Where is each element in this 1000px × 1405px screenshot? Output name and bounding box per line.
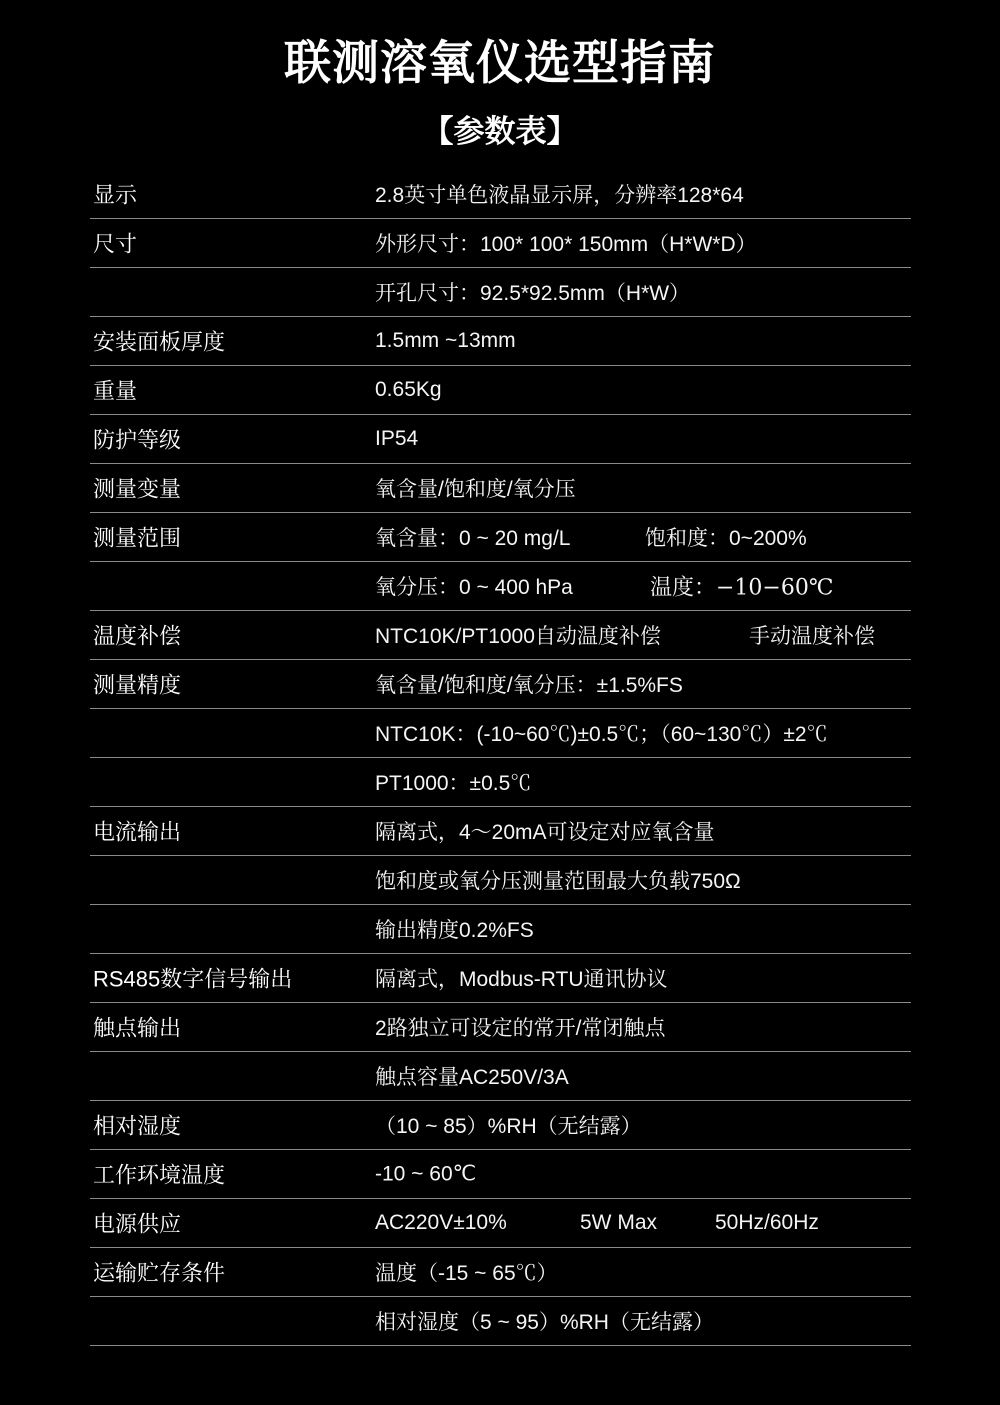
row-value: 50Hz/60Hz: [715, 1211, 819, 1234]
row-value: 输出精度0.2%FS: [375, 919, 534, 942]
table-row: [90, 1297, 911, 1346]
row-label: 触点输出: [93, 1015, 182, 1041]
row-label: 测量变量: [93, 476, 182, 502]
table-row: [90, 660, 911, 709]
row-label: RS485数字信号输出: [93, 966, 293, 992]
row-value: 2路独立可设定的常开/常闭触点: [375, 1017, 666, 1040]
row-label: 重量: [93, 378, 138, 404]
row-label: 测量范围: [93, 525, 182, 551]
table-row: [90, 317, 911, 366]
row-value: 触点容量AC250V/3A: [375, 1066, 569, 1089]
page-title: 联测溶氧仪选型指南: [284, 36, 716, 89]
row-value: 相对湿度（5 ~ 95）%RH（无结露）: [375, 1311, 714, 1334]
row-value: 5W Max: [580, 1211, 658, 1234]
row-value: 氧含量/饱和度/氧分压：±1.5%FS: [375, 674, 683, 697]
row-label: 测量精度: [93, 672, 182, 698]
row-value: 1.5mm ~13mm: [375, 329, 516, 352]
table-row: [90, 1150, 911, 1199]
row-value: 饱和度或氧分压测量范围最大负载750Ω: [375, 870, 741, 893]
table-row: [90, 1199, 911, 1248]
table-row: [90, 954, 911, 1003]
table-row: [90, 562, 911, 611]
table-row: [90, 709, 911, 758]
table-row: [90, 415, 911, 464]
row-label: 防护等级: [93, 427, 182, 453]
table-row: [90, 1248, 911, 1297]
row-label: 电流输出: [93, 819, 182, 845]
table-row: [90, 1052, 911, 1101]
table-row: [90, 1003, 911, 1052]
row-value: -10 ~ 60℃: [375, 1162, 477, 1186]
row-value: 外形尺寸：100* 100* 150mm（H*W*D）: [375, 233, 757, 256]
row-value: 0.65Kg: [375, 378, 442, 401]
row-value: AC220V±10%: [375, 1211, 507, 1234]
row-value: NTC10K：(-10~60℃)±0.5℃；（60~130℃）±2℃: [375, 723, 828, 746]
table-row: [90, 905, 911, 954]
table-row: [90, 856, 911, 905]
table-row: [90, 268, 911, 317]
page-subtitle: 【参数表】: [422, 114, 578, 149]
row-label: 工作环境温度: [93, 1162, 226, 1188]
row-value: 隔离式，4～20mA可设定对应氧含量: [375, 821, 715, 844]
row-value: IP54: [375, 427, 419, 450]
row-label: 电源供应: [93, 1211, 182, 1237]
table-row: [90, 513, 911, 562]
row-value: 氧含量：0 ~ 20 mg/L: [375, 527, 571, 550]
row-value: 开孔尺寸：92.5*92.5mm（H*W）: [375, 282, 691, 305]
row-value: 饱和度：0~200%: [645, 527, 807, 550]
table-row: [90, 758, 911, 807]
spec-table: [90, 170, 911, 1346]
row-label: 运输贮存条件: [93, 1260, 226, 1286]
row-label: 相对湿度: [93, 1113, 182, 1139]
row-value: NTC10K/PT1000自动温度补偿: [375, 625, 661, 648]
table-row: [90, 170, 911, 219]
row-value: PT1000：±0.5℃: [375, 772, 532, 795]
table-row: [90, 464, 911, 513]
row-label: 安装面板厚度: [93, 329, 226, 355]
table-row: [90, 366, 911, 415]
table-row: [90, 611, 911, 660]
table-row: [90, 219, 911, 268]
row-value: 温度：−10−60℃: [650, 575, 834, 601]
row-label: 温度补偿: [93, 623, 182, 649]
row-label: 尺寸: [93, 231, 138, 257]
row-value: 氧含量/饱和度/氧分压: [375, 478, 576, 501]
row-label: 显示: [93, 182, 138, 208]
table-row: [90, 807, 911, 856]
row-value: （10 ~ 85）%RH（无结露）: [375, 1115, 642, 1138]
row-value: 手动温度补偿: [749, 625, 875, 648]
table-row: [90, 1101, 911, 1150]
row-value: 2.8英寸单色液晶显示屏，分辨率128*64: [375, 184, 744, 207]
row-value: 氧分压：0 ~ 400 hPa: [375, 576, 573, 599]
row-value: 温度（-15 ~ 65℃）: [375, 1262, 558, 1285]
row-value: 隔离式，Modbus-RTU通讯协议: [375, 968, 668, 991]
